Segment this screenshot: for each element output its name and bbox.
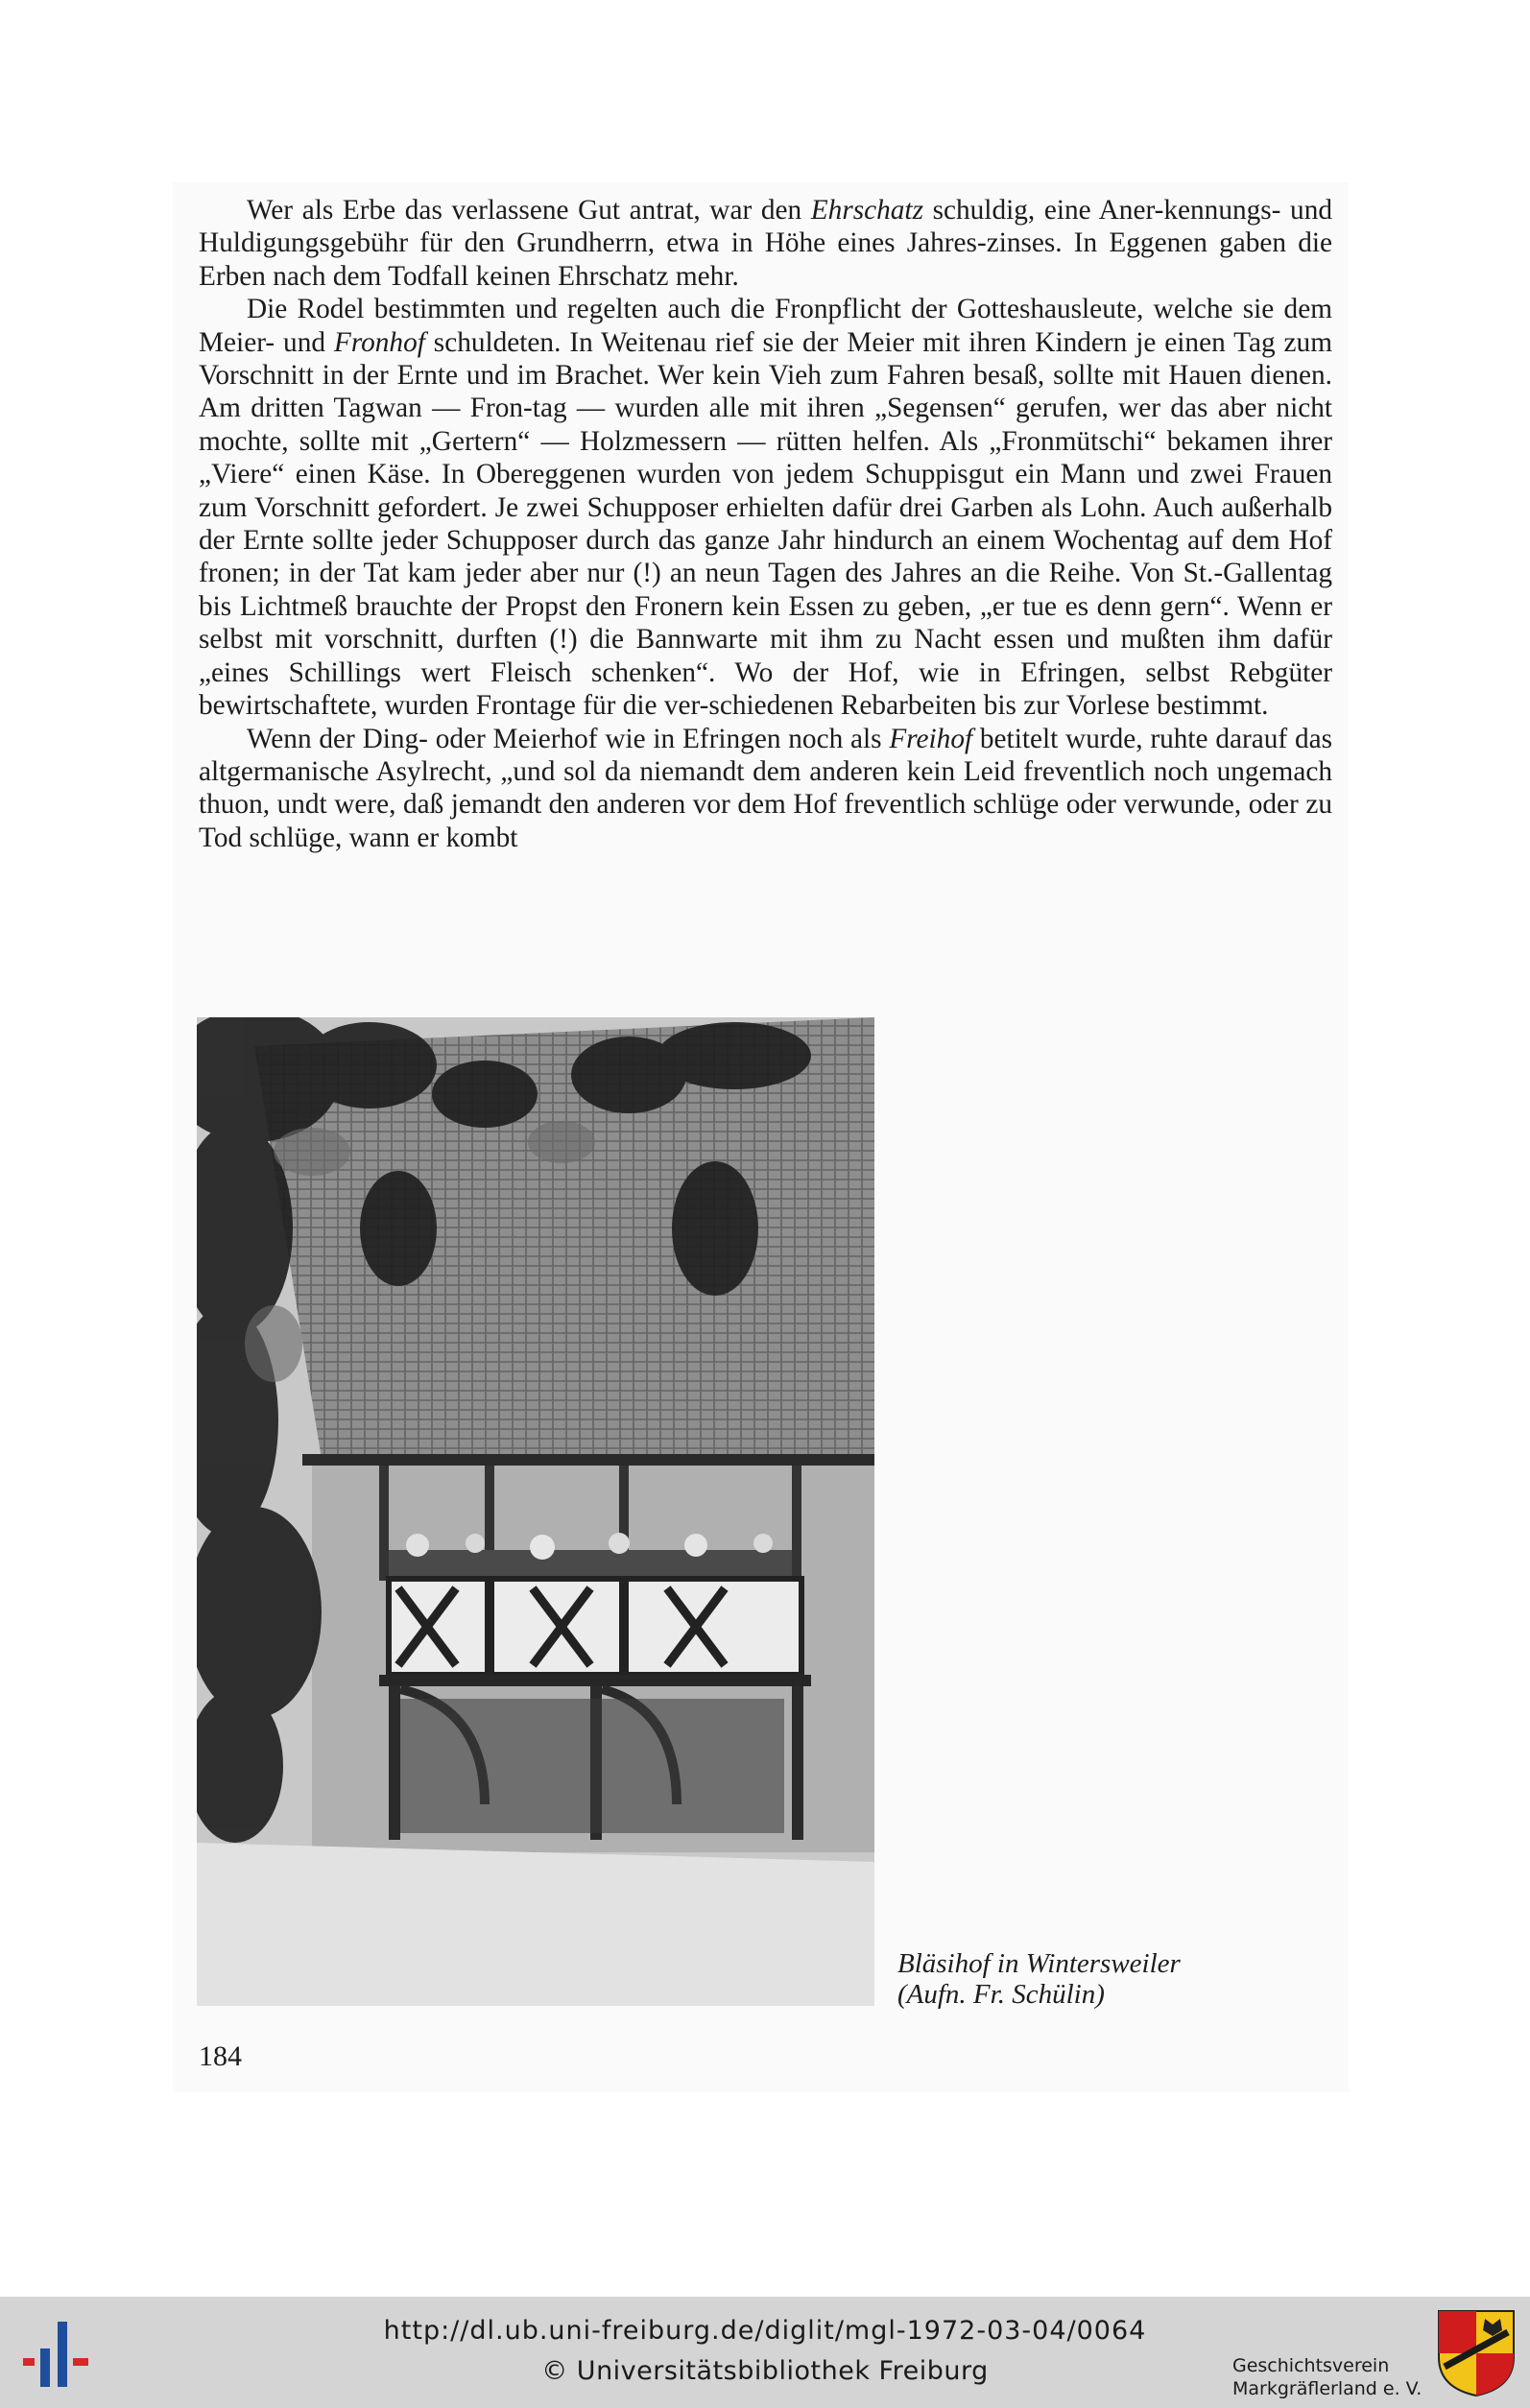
caption-title: Bläsihof in Wintersweiler [897,1948,1181,1979]
coat-of-arms-icon [1437,2309,1516,2397]
emphasis-fronhof: Fronhof [333,326,425,358]
farmhouse-illustration [197,1017,874,2006]
page-number: 184 [199,2040,242,2072]
paragraph-2: Die Rodel bestimmten und regelten auch die Fronpflicht der Gotteshausleute, welche sie dem Meier- und Fronhof schuldeten. In Weitenau rief sie der Meier mit ihren Kindern je einen Tag zum Vorschnitt in der Ernte und im Brachet. Wer kein Vieh zum Fahren besaß, sollte mit Hauen dienen. Am dritten Tagwan — Fron-tag — wurden alle mit ihren „Segensen“ gerufen, wer das aber nicht mochte, sollte mit „Gertern“ — Holzmessern — rütten helfen. Als „Fronmütschi“ bekamen ihrer „Viere“ einen Käse. In Obereggenen wurden von jedem Schuppisgut ein Mann und zwei Frauen zum Vorschnitt gefordert. Je zwei Schupposer erhielten dafür drei Garben als Lohn. Auch außerhalb der Ernte sollte jeder Schupposer durch das ganze Jahr hindurch an einem Wochentag auf dem Hof fronen; in der Tat kam jeder aber nur (!) an neun Tagen des Jahres an die Reihe. Von St.-Gallentag bis Lichtmeß brauchte der Propst den Fronern kein Essen zu geben, „er tue es denn gern“. Wenn er selbst mit vorschnitt, durften (!) die Bannwarte mit ihm zu Nacht essen und mußten ihm dafür „eines Schillings wert Fleisch schenken“. Wo der Hof, wie in Efringen, selbst Rebgüter bewirtschaftete, wurden Frontage für die ver-schiedenen Rebarbeiten bis zur Vorlese bestimmt. [199,294,1332,722]
paragraph-3: Wenn der Ding- oder Meierhof wie in Efringen noch als Freihof betitelt wurde, ruhte darauf das altgermanische Asylrecht, „und sol da niemandt dem anderen kein Leid freventlich noch ungemach thuon, undt were, daß jemandt den anderen vor dem Hof freventlich schlüge oder verwunde, oder zu Tod schlüge, wann er kombt [199,723,1332,853]
photo-caption [897,1948,1320,2010]
document-url-link[interactable]: http://dl.ub.uni-freiburg.de/diglit/mgl-1972-03-04/0064 [383,2316,1147,2346]
society-name: Geschichtsverein Markgräflerland e. V. [1232,2355,1422,2399]
body-text [199,194,1332,854]
copyright-text: © Universitätsbibliothek Freiburg [541,2356,989,2386]
caption-credit: (Aufn. Fr. Schülin) [897,1979,1105,2010]
photograph-blaesihof [197,1017,874,2006]
viewer-footer [0,2297,1530,2408]
emphasis-ehrschatz: Ehrschatz [810,195,923,226]
emphasis-freihof: Freihof [889,723,973,754]
paragraph-1: Wer als Erbe das verlassene Gut antrat, war den Ehrschatz schuldig, eine Aner-kennungs- und Huldigungsgebühr für den Grundherrn, etwa in Höhe eines Jahres-zinses. In Eggenen gaben die Erben nach dem Todfall keinen Ehrschatz mehr. [199,195,1332,292]
